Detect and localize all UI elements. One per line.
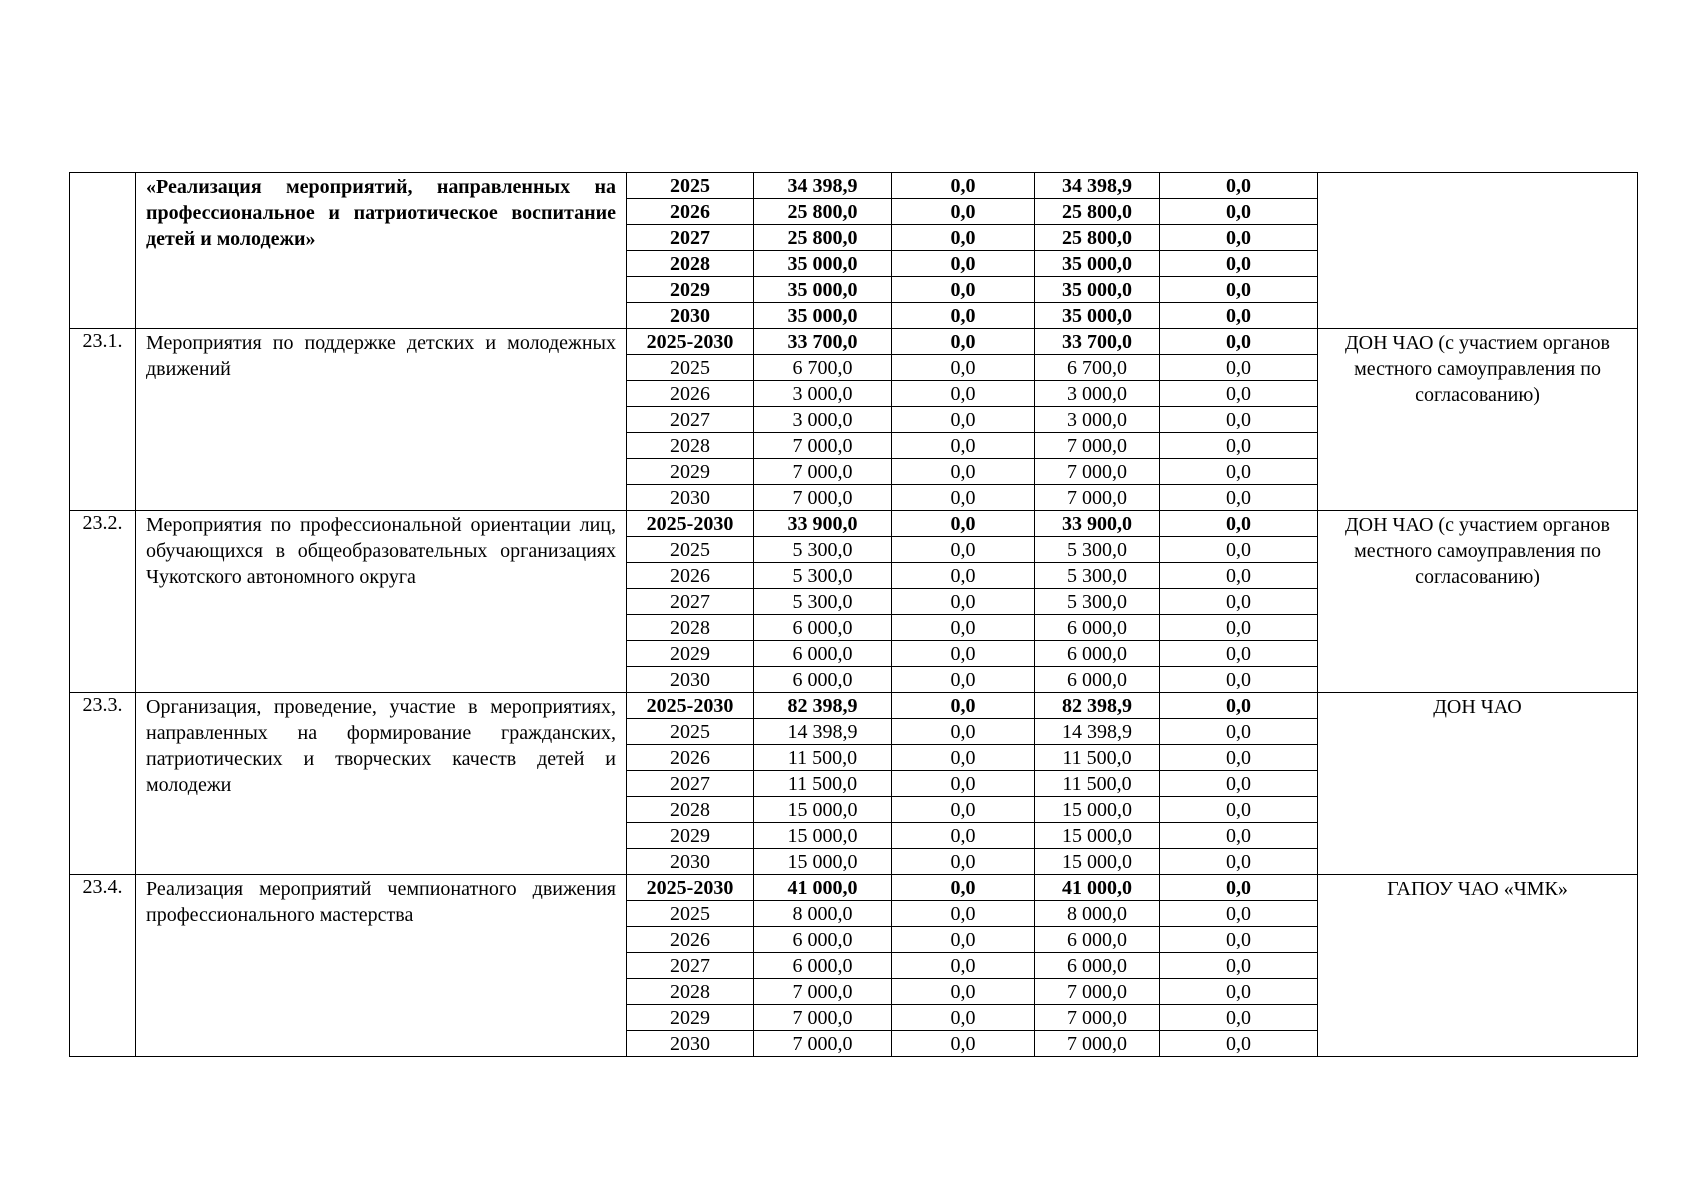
- total-cell: 25 800,0: [754, 199, 892, 225]
- other-sources-cell: 0,0: [1160, 693, 1318, 719]
- federal-budget-cell: 0,0: [892, 979, 1035, 1005]
- total-cell: 6 700,0: [754, 355, 892, 381]
- total-cell: 5 300,0: [754, 589, 892, 615]
- regional-budget-cell: 82 398,9: [1035, 693, 1160, 719]
- regional-budget-cell: 6 000,0: [1035, 615, 1160, 641]
- other-sources-cell: 0,0: [1160, 979, 1318, 1005]
- table-row: [70, 511, 1638, 537]
- federal-budget-cell: 0,0: [892, 303, 1035, 329]
- item-number: 23.2.: [70, 511, 136, 693]
- federal-budget-cell: 0,0: [892, 927, 1035, 953]
- regional-budget-cell: 5 300,0: [1035, 537, 1160, 563]
- item-number: 23.1.: [70, 329, 136, 511]
- period-cell: 2025-2030: [627, 875, 754, 901]
- federal-budget-cell: 0,0: [892, 251, 1035, 277]
- total-cell: 6 000,0: [754, 641, 892, 667]
- period-cell: 2026: [627, 563, 754, 589]
- period-cell: 2029: [627, 641, 754, 667]
- period-cell: 2025: [627, 173, 754, 199]
- federal-budget-cell: 0,0: [892, 589, 1035, 615]
- regional-budget-cell: 15 000,0: [1035, 797, 1160, 823]
- regional-budget-cell: 35 000,0: [1035, 303, 1160, 329]
- item-name: Мероприятия по профессиональной ориентации лиц, обучающихся в общеобразовательных организациях Чукотского автономного округа: [136, 511, 627, 693]
- total-cell: 25 800,0: [754, 225, 892, 251]
- other-sources-cell: 0,0: [1160, 1031, 1318, 1057]
- period-cell: 2030: [627, 303, 754, 329]
- federal-budget-cell: 0,0: [892, 485, 1035, 511]
- period-cell: 2029: [627, 459, 754, 485]
- other-sources-cell: 0,0: [1160, 797, 1318, 823]
- regional-budget-cell: 15 000,0: [1035, 823, 1160, 849]
- period-cell: 2025: [627, 901, 754, 927]
- federal-budget-cell: 0,0: [892, 693, 1035, 719]
- period-cell: 2029: [627, 277, 754, 303]
- other-sources-cell: 0,0: [1160, 199, 1318, 225]
- period-cell: 2026: [627, 199, 754, 225]
- item-name: «Реализация мероприятий, направленных на профессиональное и патриотическое воспитание детей и молодежи»: [136, 173, 627, 329]
- table-row: [70, 875, 1638, 901]
- other-sources-cell: 0,0: [1160, 719, 1318, 745]
- other-sources-cell: 0,0: [1160, 771, 1318, 797]
- federal-budget-cell: 0,0: [892, 381, 1035, 407]
- total-cell: 7 000,0: [754, 459, 892, 485]
- regional-budget-cell: 6 000,0: [1035, 667, 1160, 693]
- federal-budget-cell: 0,0: [892, 199, 1035, 225]
- other-sources-cell: 0,0: [1160, 355, 1318, 381]
- regional-budget-cell: 7 000,0: [1035, 1031, 1160, 1057]
- period-cell: 2028: [627, 615, 754, 641]
- other-sources-cell: 0,0: [1160, 927, 1318, 953]
- executor-cell: ГАПОУ ЧАО «ЧМК»: [1318, 875, 1638, 1057]
- total-cell: 7 000,0: [754, 485, 892, 511]
- period-cell: 2025-2030: [627, 693, 754, 719]
- other-sources-cell: 0,0: [1160, 381, 1318, 407]
- period-cell: 2029: [627, 823, 754, 849]
- total-cell: 6 000,0: [754, 953, 892, 979]
- other-sources-cell: 0,0: [1160, 823, 1318, 849]
- period-cell: 2027: [627, 225, 754, 251]
- regional-budget-cell: 6 000,0: [1035, 953, 1160, 979]
- total-cell: 35 000,0: [754, 303, 892, 329]
- item-number: 23.4.: [70, 875, 136, 1057]
- total-cell: 11 500,0: [754, 745, 892, 771]
- federal-budget-cell: 0,0: [892, 1031, 1035, 1057]
- regional-budget-cell: 35 000,0: [1035, 251, 1160, 277]
- federal-budget-cell: 0,0: [892, 433, 1035, 459]
- regional-budget-cell: 41 000,0: [1035, 875, 1160, 901]
- period-cell: 2026: [627, 927, 754, 953]
- regional-budget-cell: 7 000,0: [1035, 433, 1160, 459]
- federal-budget-cell: 0,0: [892, 329, 1035, 355]
- total-cell: 11 500,0: [754, 771, 892, 797]
- federal-budget-cell: 0,0: [892, 615, 1035, 641]
- total-cell: 5 300,0: [754, 537, 892, 563]
- regional-budget-cell: 33 900,0: [1035, 511, 1160, 537]
- federal-budget-cell: 0,0: [892, 641, 1035, 667]
- total-cell: 15 000,0: [754, 849, 892, 875]
- other-sources-cell: 0,0: [1160, 589, 1318, 615]
- total-cell: 5 300,0: [754, 563, 892, 589]
- total-cell: 6 000,0: [754, 927, 892, 953]
- regional-budget-cell: 5 300,0: [1035, 589, 1160, 615]
- other-sources-cell: 0,0: [1160, 511, 1318, 537]
- executor-cell: ДОН ЧАО: [1318, 693, 1638, 875]
- total-cell: 34 398,9: [754, 173, 892, 199]
- regional-budget-cell: 25 800,0: [1035, 199, 1160, 225]
- regional-budget-cell: 11 500,0: [1035, 745, 1160, 771]
- regional-budget-cell: 6 000,0: [1035, 641, 1160, 667]
- regional-budget-cell: 3 000,0: [1035, 407, 1160, 433]
- item-name: Мероприятия по поддержке детских и молодежных движений: [136, 329, 627, 511]
- period-cell: 2026: [627, 381, 754, 407]
- other-sources-cell: 0,0: [1160, 407, 1318, 433]
- total-cell: 7 000,0: [754, 433, 892, 459]
- item-number: [70, 173, 136, 329]
- regional-budget-cell: 8 000,0: [1035, 901, 1160, 927]
- regional-budget-cell: 7 000,0: [1035, 1005, 1160, 1031]
- other-sources-cell: 0,0: [1160, 563, 1318, 589]
- federal-budget-cell: 0,0: [892, 745, 1035, 771]
- total-cell: 14 398,9: [754, 719, 892, 745]
- period-cell: 2028: [627, 797, 754, 823]
- regional-budget-cell: 34 398,9: [1035, 173, 1160, 199]
- total-cell: 3 000,0: [754, 381, 892, 407]
- period-cell: 2025: [627, 355, 754, 381]
- regional-budget-cell: 6 700,0: [1035, 355, 1160, 381]
- federal-budget-cell: 0,0: [892, 823, 1035, 849]
- federal-budget-cell: 0,0: [892, 173, 1035, 199]
- regional-budget-cell: 25 800,0: [1035, 225, 1160, 251]
- total-cell: 33 700,0: [754, 329, 892, 355]
- other-sources-cell: 0,0: [1160, 485, 1318, 511]
- regional-budget-cell: 14 398,9: [1035, 719, 1160, 745]
- federal-budget-cell: 0,0: [892, 563, 1035, 589]
- period-cell: 2027: [627, 953, 754, 979]
- item-name: Организация, проведение, участие в мероприятиях, направленных на формирование гражданских, патриотических и творческих качеств детей и молодежи: [136, 693, 627, 875]
- period-cell: 2030: [627, 485, 754, 511]
- total-cell: 8 000,0: [754, 901, 892, 927]
- regional-budget-cell: 6 000,0: [1035, 927, 1160, 953]
- federal-budget-cell: 0,0: [892, 667, 1035, 693]
- regional-budget-cell: 5 300,0: [1035, 563, 1160, 589]
- period-cell: 2028: [627, 979, 754, 1005]
- total-cell: 41 000,0: [754, 875, 892, 901]
- federal-budget-cell: 0,0: [892, 225, 1035, 251]
- total-cell: 3 000,0: [754, 407, 892, 433]
- period-cell: 2025: [627, 537, 754, 563]
- total-cell: 15 000,0: [754, 797, 892, 823]
- total-cell: 35 000,0: [754, 277, 892, 303]
- table-row: [70, 693, 1638, 719]
- table-body: [70, 173, 1638, 1057]
- period-cell: 2027: [627, 771, 754, 797]
- federal-budget-cell: 0,0: [892, 953, 1035, 979]
- period-cell: 2027: [627, 589, 754, 615]
- other-sources-cell: 0,0: [1160, 745, 1318, 771]
- other-sources-cell: 0,0: [1160, 251, 1318, 277]
- other-sources-cell: 0,0: [1160, 953, 1318, 979]
- period-cell: 2025-2030: [627, 511, 754, 537]
- regional-budget-cell: 3 000,0: [1035, 381, 1160, 407]
- period-cell: 2027: [627, 407, 754, 433]
- federal-budget-cell: 0,0: [892, 277, 1035, 303]
- other-sources-cell: 0,0: [1160, 537, 1318, 563]
- total-cell: 6 000,0: [754, 667, 892, 693]
- other-sources-cell: 0,0: [1160, 173, 1318, 199]
- federal-budget-cell: 0,0: [892, 355, 1035, 381]
- period-cell: 2028: [627, 433, 754, 459]
- federal-budget-cell: 0,0: [892, 771, 1035, 797]
- other-sources-cell: 0,0: [1160, 433, 1318, 459]
- other-sources-cell: 0,0: [1160, 641, 1318, 667]
- item-number: 23.3.: [70, 693, 136, 875]
- executor-cell: ДОН ЧАО (с участием органов местного самоуправления по согласованию): [1318, 329, 1638, 511]
- period-cell: 2030: [627, 1031, 754, 1057]
- other-sources-cell: 0,0: [1160, 225, 1318, 251]
- period-cell: 2030: [627, 667, 754, 693]
- federal-budget-cell: 0,0: [892, 407, 1035, 433]
- regional-budget-cell: 35 000,0: [1035, 277, 1160, 303]
- other-sources-cell: 0,0: [1160, 901, 1318, 927]
- executor-cell: ДОН ЧАО (с участием органов местного самоуправления по согласованию): [1318, 511, 1638, 693]
- federal-budget-cell: 0,0: [892, 849, 1035, 875]
- other-sources-cell: 0,0: [1160, 1005, 1318, 1031]
- regional-budget-cell: 15 000,0: [1035, 849, 1160, 875]
- federal-budget-cell: 0,0: [892, 1005, 1035, 1031]
- period-cell: 2026: [627, 745, 754, 771]
- total-cell: 15 000,0: [754, 823, 892, 849]
- other-sources-cell: 0,0: [1160, 875, 1318, 901]
- federal-budget-cell: 0,0: [892, 459, 1035, 485]
- period-cell: 2029: [627, 1005, 754, 1031]
- other-sources-cell: 0,0: [1160, 667, 1318, 693]
- federal-budget-cell: 0,0: [892, 797, 1035, 823]
- other-sources-cell: 0,0: [1160, 615, 1318, 641]
- regional-budget-cell: 7 000,0: [1035, 485, 1160, 511]
- period-cell: 2025: [627, 719, 754, 745]
- table-row: [70, 173, 1638, 199]
- federal-budget-cell: 0,0: [892, 719, 1035, 745]
- period-cell: 2030: [627, 849, 754, 875]
- table-row: [70, 329, 1638, 355]
- total-cell: 7 000,0: [754, 1005, 892, 1031]
- other-sources-cell: 0,0: [1160, 459, 1318, 485]
- federal-budget-cell: 0,0: [892, 875, 1035, 901]
- period-cell: 2028: [627, 251, 754, 277]
- total-cell: 82 398,9: [754, 693, 892, 719]
- item-name: Реализация мероприятий чемпионатного движения профессионального мастерства: [136, 875, 627, 1057]
- federal-budget-cell: 0,0: [892, 537, 1035, 563]
- total-cell: 35 000,0: [754, 251, 892, 277]
- total-cell: 7 000,0: [754, 1031, 892, 1057]
- funding-table: [69, 172, 1638, 1057]
- other-sources-cell: 0,0: [1160, 329, 1318, 355]
- regional-budget-cell: 7 000,0: [1035, 459, 1160, 485]
- other-sources-cell: 0,0: [1160, 849, 1318, 875]
- total-cell: 7 000,0: [754, 979, 892, 1005]
- regional-budget-cell: 7 000,0: [1035, 979, 1160, 1005]
- federal-budget-cell: 0,0: [892, 901, 1035, 927]
- executor-cell: [1318, 173, 1638, 329]
- period-cell: 2025-2030: [627, 329, 754, 355]
- total-cell: 6 000,0: [754, 615, 892, 641]
- total-cell: 33 900,0: [754, 511, 892, 537]
- other-sources-cell: 0,0: [1160, 303, 1318, 329]
- regional-budget-cell: 11 500,0: [1035, 771, 1160, 797]
- other-sources-cell: 0,0: [1160, 277, 1318, 303]
- regional-budget-cell: 33 700,0: [1035, 329, 1160, 355]
- federal-budget-cell: 0,0: [892, 511, 1035, 537]
